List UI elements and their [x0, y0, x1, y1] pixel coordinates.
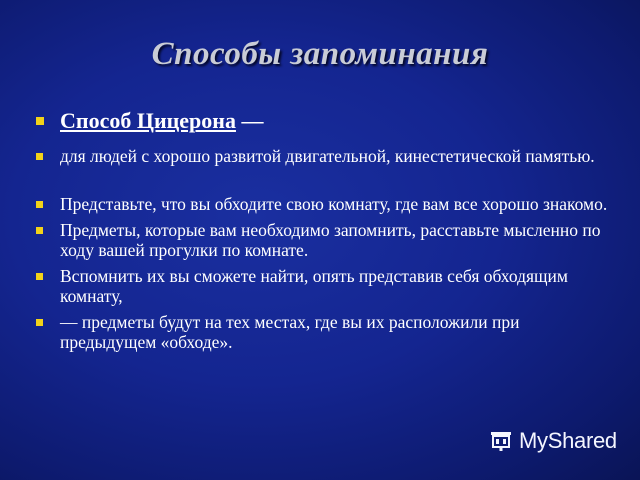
- list-item-text: Предметы, которые вам необходимо запомнить, расставьте мысленно по ходу вашей прогулки по комнате.: [60, 220, 601, 260]
- bullet-square-icon: [36, 201, 43, 208]
- list-item: [34, 266, 614, 306]
- bullet-list: [34, 108, 614, 358]
- heading-suffix: —: [235, 108, 264, 133]
- list-item: [34, 146, 614, 166]
- watermark-text: MyShared: [519, 428, 617, 453]
- list-item: [34, 220, 614, 260]
- heading-term: Способ Цицерона: [60, 108, 236, 133]
- bullet-square-icon: [36, 319, 43, 326]
- bullet-square-icon: [36, 273, 43, 280]
- slide-title: Способы запоминания: [151, 36, 489, 72]
- list-item-text: Вспомнить их вы сможете найти, опять представив себя обходящим комнату,: [60, 266, 568, 306]
- myshared-watermark[interactable]: [488, 426, 617, 456]
- myshared-logo-icon: [488, 428, 514, 454]
- list-item: [34, 312, 614, 352]
- bullet-square-icon: [36, 153, 43, 160]
- list-item-text: для людей с хорошо развитой двигательной, кинестетической памятью.: [60, 146, 595, 166]
- list-item-text: — предметы будут на тех местах, где вы их расположили при предыдущем «обходе».: [60, 312, 520, 352]
- bullet-square-icon: [36, 117, 44, 125]
- list-item-heading: [34, 108, 614, 134]
- bullet-square-icon: [36, 227, 43, 234]
- list-item: [34, 194, 614, 214]
- list-item-text: Представьте, что вы обходите свою комнату, где вам все хорошо знакомо.: [60, 194, 608, 214]
